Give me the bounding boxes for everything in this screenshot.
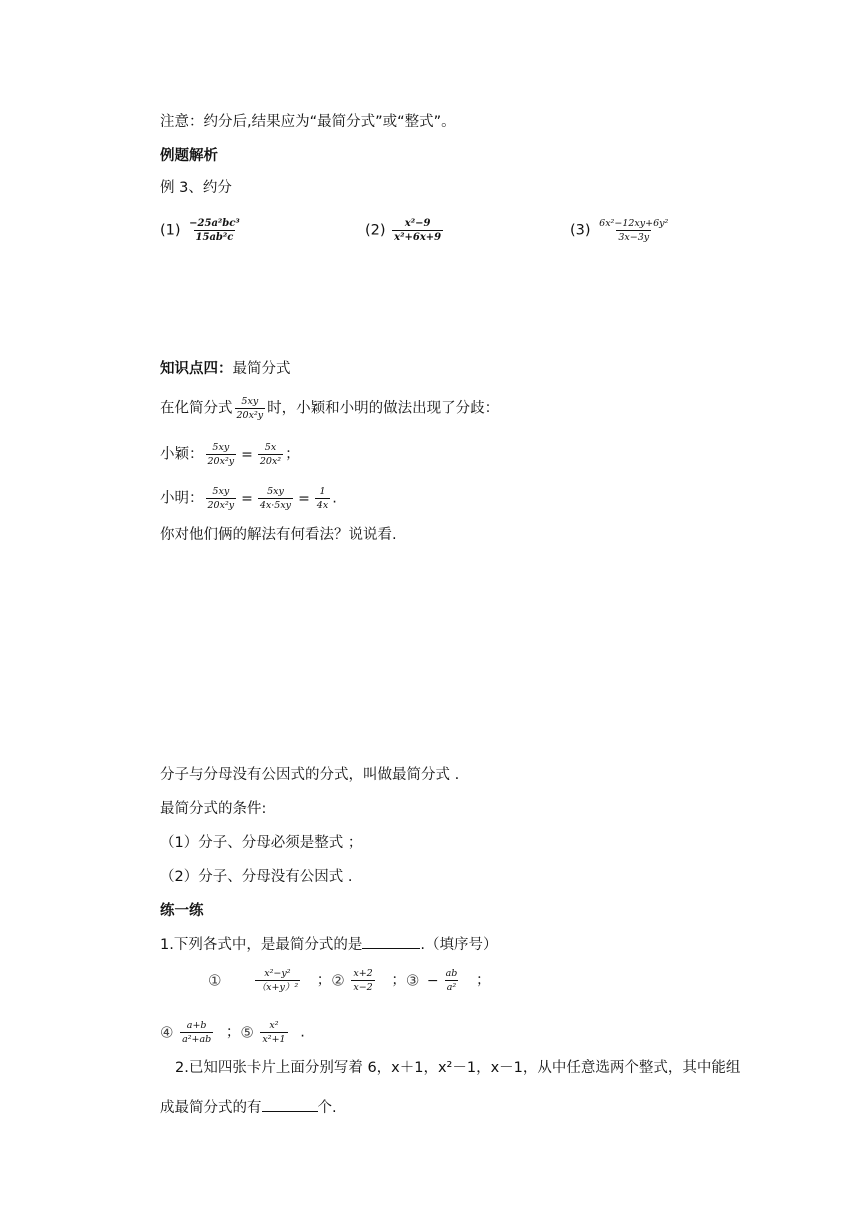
fraction — [315, 486, 330, 511]
note-text: 注意：约分后,结果应为“最简分式”或“整式”。 — [160, 114, 456, 130]
denominator: a² — [446, 982, 457, 993]
denominator: a²+ab — [182, 1034, 212, 1045]
denominator: 3x−3y — [618, 232, 650, 243]
separator: ； — [391, 972, 406, 989]
option-mark: ⑤ — [240, 1023, 254, 1042]
separator: ； — [225, 1024, 241, 1041]
answer-blank — [362, 934, 420, 949]
numerator: x²−9 — [404, 218, 431, 229]
numerator: −25a²bc³ — [189, 218, 240, 229]
equals-sign: = — [298, 490, 310, 507]
example3-item-1 — [160, 218, 244, 243]
fraction — [235, 396, 266, 421]
answer-blank — [262, 1097, 318, 1112]
question-2-line-1: 2.已知四张卡片上面分别写着 6，x＋1，x²－1，x－1，从中任意选两个整式，其中能组 — [175, 1060, 741, 1076]
numerator: a+b — [186, 1020, 207, 1031]
kp4-intro — [160, 396, 499, 421]
xiaoming-line — [160, 486, 337, 511]
example3-title: 例 3、约分 — [160, 180, 232, 196]
denominator: 4x — [316, 500, 329, 511]
numerator: 5xy — [212, 442, 230, 453]
fraction — [260, 1020, 287, 1045]
xiaoying-label: 小颖： — [160, 446, 204, 463]
numerator: 6x²−12xy+6y² — [599, 218, 669, 229]
line-end: . — [332, 490, 337, 507]
option-mark: ③ — [405, 971, 420, 990]
intro-before: 在化简分式 — [160, 400, 233, 417]
numerator: 5xy — [241, 396, 259, 407]
q2-text: 成最简分式的有 — [160, 1100, 262, 1116]
denominator: x²+1 — [262, 1034, 286, 1045]
denominator: 20x²y — [236, 410, 264, 421]
denominator: （x+y）² — [256, 982, 299, 993]
fraction — [180, 1020, 213, 1045]
question-2-line-2 — [160, 1097, 337, 1118]
example3-item-2 — [365, 218, 445, 243]
q1-suffix: .（填序号） — [420, 937, 498, 953]
minus-sign: − — [426, 972, 439, 989]
question-1 — [160, 934, 497, 955]
fraction — [351, 968, 374, 993]
numerator: ab — [445, 968, 458, 979]
definition-text: 分子与分母没有公因式的分式，叫做最简分式 . — [160, 767, 460, 783]
q1-text: 1.下列各式中，是最简分式的是 — [160, 937, 363, 953]
numerator: x+2 — [353, 968, 373, 979]
condition-2: （2）分子、分母没有公因式 . — [160, 869, 353, 885]
denominator: x²+6x+9 — [394, 232, 442, 243]
conditions-title: 最简分式的条件: — [160, 801, 267, 817]
numerator: 5xy — [212, 486, 230, 497]
item-label: (2) — [365, 222, 386, 239]
option-mark: ④ — [160, 1023, 174, 1042]
separator: ； — [475, 972, 491, 989]
equals-sign: = — [241, 490, 253, 507]
separator: . — [300, 1024, 305, 1041]
example3-item-3 — [570, 218, 672, 243]
q2-suffix: 个. — [317, 1100, 337, 1116]
item-label: (1) — [160, 222, 181, 239]
option-row-2 — [160, 1020, 305, 1045]
fraction — [597, 218, 670, 243]
fraction — [392, 218, 443, 243]
denominator: 4x·5xy — [259, 500, 292, 511]
condition-1: （1）分子、分母必须是整式 ； — [160, 835, 363, 851]
item-label: (3) — [570, 222, 591, 239]
fraction — [187, 218, 242, 243]
kp4-title: 最简分式 — [232, 361, 291, 377]
separator: ； — [316, 972, 332, 989]
kp4-question: 你对他们俩的解法有何看法？说说看. — [160, 527, 397, 543]
option-row-1 — [208, 968, 490, 993]
fraction — [258, 442, 283, 467]
numerator: 1 — [319, 486, 326, 497]
fraction — [206, 442, 237, 467]
numerator: 5xy — [267, 486, 284, 497]
numerator: x²−y² — [264, 968, 291, 979]
denominator: x−2 — [353, 982, 373, 993]
fraction — [258, 486, 293, 511]
xiaoying-line — [160, 442, 300, 467]
fraction — [255, 968, 301, 993]
equals-sign: = — [241, 446, 253, 463]
fraction — [444, 968, 460, 993]
numerator: x² — [269, 1020, 279, 1031]
denominator: 20x²y — [207, 500, 235, 511]
intro-after: 时，小颖和小明的做法出现了分歧： — [267, 400, 500, 417]
kp4-heading: 知识点四： — [160, 361, 233, 377]
numerator: 5x — [264, 442, 277, 453]
section-heading-example: 例题解析 — [160, 148, 218, 164]
denominator: 15ab²c — [195, 232, 234, 243]
line-end: ； — [285, 446, 300, 463]
denominator: 20x² — [259, 456, 282, 467]
denominator: 20x²y — [207, 456, 235, 467]
option-mark: ② — [331, 971, 345, 990]
practice-heading: 练一练 — [160, 903, 204, 919]
fraction — [206, 486, 237, 511]
xiaoming-label: 小明： — [160, 490, 204, 507]
option-mark: ① — [208, 971, 222, 990]
kp4-heading-line — [160, 359, 291, 379]
